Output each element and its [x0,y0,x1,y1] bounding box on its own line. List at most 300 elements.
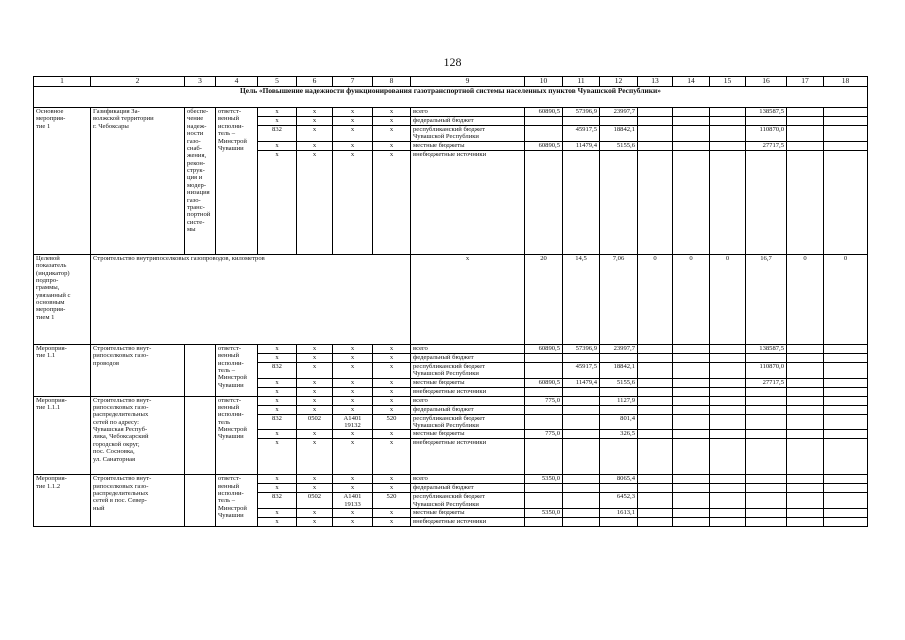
amount-col18 [824,362,868,378]
expense-type-code: х [373,396,411,405]
budget-table [33,76,868,527]
amount-col10 [525,150,563,254]
amount-col17 [787,362,824,378]
expense-type-code: х [373,117,411,126]
section-code: х [297,439,333,475]
funding-source: республиканский бюджет Чувашской Республики [411,493,525,509]
grbs-code: х [258,475,297,484]
funding-source: республиканский бюджет Чувашской Республики [411,414,525,430]
funding-source: внебюджетные источники [411,150,525,254]
amount-col11 [563,509,600,518]
amount-col16 [746,430,787,439]
amount-col10: 5350,0 [525,475,563,484]
amount-col13 [638,484,673,493]
funding-source: внебюджетные источники [411,439,525,475]
section-code: х [297,430,333,439]
target-article-code: А1401 19133 [333,493,373,509]
financing-row [34,108,868,117]
amount-col18 [824,387,868,396]
amount-col15 [710,362,746,378]
target-article-code: х [333,150,373,254]
amount-col12: 23997,7 [600,344,638,353]
event-description: Строительство внут- рипоселковых газо- распределительных сетей в пос. Север- ный [91,475,185,527]
amount-col17 [787,117,824,126]
amount-col18 [824,493,868,509]
section-code: х [297,387,333,396]
amount-col11: 57396,9 [563,344,600,353]
funding-source: федеральный бюджет [411,484,525,493]
amount-col12: 18842,1 [600,362,638,378]
amount-col10 [525,405,563,414]
target-article-code: х [333,353,373,362]
amount-col17 [787,430,824,439]
amount-col12: 1127,9 [600,396,638,405]
amount-col18 [824,141,868,150]
amount-col12: 326,5 [600,430,638,439]
event-goal-task [185,344,216,396]
event-goal-task [185,396,216,475]
expense-type-code: х [373,141,411,150]
amount-col11 [563,493,600,509]
funding-source: всего [411,396,525,405]
amount-col16: 27717,5 [746,378,787,387]
funding-source: республиканский бюджет Чувашской Республики [411,126,525,142]
amount-col14 [673,405,710,414]
funding-source: внебюджетные источники [411,518,525,527]
event-label: Мероприя- тие 1.1 [34,344,91,396]
amount-col11 [563,396,600,405]
section-code: х [297,141,333,150]
amount-col15 [710,405,746,414]
amount-col11 [563,405,600,414]
section-code: х [297,362,333,378]
section-code: х [297,518,333,527]
event-goal-task: обеспе- чение надеж- ности газо- снаб- жения, рекон- струк- ция и модер- низация газо- транс- портной систе- мы [185,108,216,255]
amount-col16 [746,493,787,509]
amount-col13 [638,117,673,126]
expense-type-code: х [373,484,411,493]
amount-col16: 138587,5 [746,108,787,117]
target-article-code: х [333,141,373,150]
amount-col17 [787,405,824,414]
section-code: х [297,509,333,518]
amount-col16 [746,387,787,396]
amount-col16 [746,396,787,405]
column-number-row [34,77,868,87]
funding-source: местные бюджеты [411,141,525,150]
indicator-description: Строительство внутрипоселковых газопроводов, километров [91,254,411,344]
funding-source: местные бюджеты [411,378,525,387]
amount-col13 [638,387,673,396]
target-article-code: х [333,378,373,387]
funding-source: республиканский бюджет Чувашской Республики [411,362,525,378]
expense-type-code: х [373,150,411,254]
grbs-code: 832 [258,493,297,509]
amount-col11 [563,430,600,439]
event-label: Основное мероприя- тие 1 [34,108,91,255]
amount-col12: 23997,7 [600,108,638,117]
amount-col16 [746,509,787,518]
amount-col11: 11479,4 [563,378,600,387]
column-number: 9 [411,77,525,87]
amount-col15 [710,344,746,353]
amount-col14 [673,414,710,430]
amount-col16: 27717,5 [746,141,787,150]
amount-col10: 60890,5 [525,108,563,117]
goal-title: Цель «Повышение надежности функционирования газотранспортной системы населенных пунктов Чувашской Республики» [34,87,868,108]
amount-col12: 801,4 [600,414,638,430]
indicator-value: 14,5 [563,254,600,344]
amount-col12: 8065,4 [600,475,638,484]
financing-row [34,475,868,484]
grbs-code: 832 [258,362,297,378]
section-code: х [297,396,333,405]
amount-col13 [638,362,673,378]
amount-col14 [673,117,710,126]
financing-row [34,396,868,405]
target-article-code: х [333,396,373,405]
amount-col11 [563,353,600,362]
grbs-code: 832 [258,414,297,430]
expense-type-code: х [373,518,411,527]
column-number: 10 [525,77,563,87]
section-code: х [297,344,333,353]
column-number: 15 [710,77,746,87]
section-code: 0502 [297,493,333,509]
amount-col11 [563,414,600,430]
amount-col10 [525,117,563,126]
indicator-value: 20 [525,254,563,344]
column-number: 1 [34,77,91,87]
amount-col15 [710,484,746,493]
amount-col11: 11479,4 [563,141,600,150]
column-number: 5 [258,77,297,87]
amount-col14 [673,362,710,378]
event-description: Строительство внут- рипоселковых газо- проводов [91,344,185,396]
amount-col14 [673,378,710,387]
target-article-code: х [333,475,373,484]
target-article-code: А1401 19132 [333,414,373,430]
amount-col11 [563,484,600,493]
amount-col11: 45917,5 [563,126,600,142]
column-number: 2 [91,77,185,87]
event-executor: ответст- венный исполни- тель – Минстрой Чувашии [216,475,258,527]
amount-col10 [525,362,563,378]
amount-col15 [710,117,746,126]
amount-col13 [638,414,673,430]
funding-source: всего [411,344,525,353]
funding-source: местные бюджеты [411,430,525,439]
expense-type-code: х [373,108,411,117]
amount-col12: 5155,6 [600,141,638,150]
grbs-code: х [258,141,297,150]
indicator-value: 0 [638,254,673,344]
amount-col17 [787,414,824,430]
target-article-code: х [333,387,373,396]
amount-col14 [673,353,710,362]
column-number: 14 [673,77,710,87]
expense-type-code: х [373,405,411,414]
amount-col17 [787,150,824,254]
goal-row [34,87,868,108]
amount-col18 [824,396,868,405]
amount-col15 [710,387,746,396]
amount-col12 [600,353,638,362]
amount-col13 [638,518,673,527]
amount-col17 [787,493,824,509]
table-body [34,77,868,527]
indicator-value: 16,7 [746,254,787,344]
amount-col15 [710,141,746,150]
amount-col12 [600,387,638,396]
amount-col12: 18842,1 [600,126,638,142]
section-code: х [297,150,333,254]
amount-col15 [710,126,746,142]
amount-col10: 60890,5 [525,141,563,150]
amount-col10: 775,0 [525,430,563,439]
amount-col13 [638,509,673,518]
amount-col13 [638,378,673,387]
amount-col13 [638,141,673,150]
expense-type-code: х [373,344,411,353]
section-code: х [297,378,333,387]
amount-col17 [787,387,824,396]
indicator-value: 0 [787,254,824,344]
amount-col18 [824,126,868,142]
amount-col18 [824,439,868,475]
funding-source: всего [411,108,525,117]
amount-col16 [746,150,787,254]
amount-col13 [638,439,673,475]
amount-col14 [673,150,710,254]
grbs-code: х [258,150,297,254]
column-number: 12 [600,77,638,87]
amount-col17 [787,484,824,493]
amount-col15 [710,430,746,439]
grbs-code: х [258,439,297,475]
amount-col11 [563,518,600,527]
amount-col12: 1613,1 [600,509,638,518]
amount-col14 [673,509,710,518]
amount-col14 [673,484,710,493]
amount-col10 [525,518,563,527]
expense-type-code: 520 [373,414,411,430]
amount-col13 [638,150,673,254]
amount-col15 [710,353,746,362]
amount-col16: 110870,0 [746,126,787,142]
column-number: 4 [216,77,258,87]
event-description: Строительство внут- рипоселковых газо- распределительных сетей по адресу: Чувашская Респуб- лика, Чебоксарский городской округ, пос. Сосновка, ул. Санаторная [91,396,185,475]
amount-col17 [787,475,824,484]
amount-col17 [787,439,824,475]
amount-col15 [710,414,746,430]
amount-col12: 5155,6 [600,378,638,387]
amount-col17 [787,141,824,150]
target-article-code: х [333,108,373,117]
amount-col18 [824,108,868,117]
amount-col10 [525,414,563,430]
expense-type-code: х [373,475,411,484]
amount-col13 [638,493,673,509]
amount-col11 [563,387,600,396]
target-article-code: х [333,518,373,527]
amount-col17 [787,518,824,527]
amount-col10 [525,439,563,475]
amount-col17 [787,378,824,387]
section-code: х [297,126,333,142]
amount-col10: 60890,5 [525,344,563,353]
amount-col10 [525,493,563,509]
amount-col15 [710,439,746,475]
event-executor: ответст- венный исполни- тель – Минстрой Чувашии [216,344,258,396]
target-article-code: х [333,439,373,475]
column-number: 3 [185,77,216,87]
column-number: 16 [746,77,787,87]
amount-col13 [638,430,673,439]
amount-col12 [600,439,638,475]
event-goal-task [185,475,216,527]
amount-col10 [525,126,563,142]
amount-col16 [746,475,787,484]
amount-col16 [746,439,787,475]
amount-col18 [824,484,868,493]
section-code: х [297,353,333,362]
amount-col14 [673,344,710,353]
indicator-value: 7,06 [600,254,638,344]
expense-type-code: х [373,509,411,518]
target-article-code: х [333,430,373,439]
amount-col16 [746,414,787,430]
grbs-code: х [258,387,297,396]
target-article-code: х [333,362,373,378]
amount-col15 [710,475,746,484]
amount-col18 [824,344,868,353]
amount-col15 [710,378,746,387]
amount-col12: 6452,3 [600,493,638,509]
grbs-code: х [258,430,297,439]
amount-col11: 57396,9 [563,108,600,117]
amount-col14 [673,430,710,439]
target-article-code: х [333,117,373,126]
expense-type-code: 520 [373,493,411,509]
amount-col10 [525,484,563,493]
amount-col16 [746,353,787,362]
target-article-code: х [333,405,373,414]
amount-col16 [746,484,787,493]
amount-col15 [710,518,746,527]
amount-col18 [824,117,868,126]
section-code: х [297,475,333,484]
amount-col18 [824,475,868,484]
event-description: Газификация За- волжской территории г. Чебоксары [91,108,185,255]
column-number: 13 [638,77,673,87]
amount-col11 [563,439,600,475]
column-number: 8 [373,77,411,87]
indicator-label: Целевой показатель (индикатор) подпро- граммы, увязанный с основным мероприя- тием 1 [34,254,91,344]
indicator-value: 0 [710,254,746,344]
grbs-code: х [258,518,297,527]
amount-col15 [710,509,746,518]
amount-col15 [710,150,746,254]
column-number: 17 [787,77,824,87]
amount-col16: 138587,5 [746,344,787,353]
amount-col17 [787,126,824,142]
amount-col14 [673,126,710,142]
expense-type-code: х [373,387,411,396]
amount-col18 [824,509,868,518]
amount-col14 [673,518,710,527]
amount-col15 [710,396,746,405]
funding-source: местные бюджеты [411,509,525,518]
expense-type-code: х [373,430,411,439]
grbs-code: х [258,353,297,362]
target-article-code: х [333,344,373,353]
expense-type-code: х [373,378,411,387]
expense-type-code: х [373,362,411,378]
column-number: 6 [297,77,333,87]
grbs-code: х [258,344,297,353]
event-executor: ответст- венный исполни- тель – Минстрой Чувашии [216,108,258,255]
amount-col16 [746,405,787,414]
amount-col15 [710,493,746,509]
indicator-marker: х [411,254,525,344]
amount-col14 [673,439,710,475]
amount-col18 [824,518,868,527]
amount-col10: 60890,5 [525,378,563,387]
amount-col18 [824,150,868,254]
event-label: Мероприя- тие 1.1.2 [34,475,91,527]
amount-col13 [638,353,673,362]
amount-col14 [673,396,710,405]
event-executor: ответст- венный исполни- тель Минстрой Чувашии [216,396,258,475]
target-article-code: х [333,484,373,493]
section-code: х [297,405,333,414]
amount-col10: 775,0 [525,396,563,405]
amount-col11 [563,150,600,254]
amount-col13 [638,475,673,484]
amount-col18 [824,430,868,439]
amount-col14 [673,493,710,509]
amount-col18 [824,405,868,414]
grbs-code: х [258,509,297,518]
funding-source: федеральный бюджет [411,353,525,362]
amount-col18 [824,378,868,387]
amount-col10: 5350,0 [525,509,563,518]
section-code: х [297,108,333,117]
funding-source: внебюджетные источники [411,387,525,396]
section-code: х [297,484,333,493]
financing-row [34,344,868,353]
amount-col18 [824,414,868,430]
section-code: 0502 [297,414,333,430]
target-article-code: х [333,126,373,142]
grbs-code: х [258,378,297,387]
grbs-code: х [258,396,297,405]
amount-col13 [638,405,673,414]
amount-col16 [746,518,787,527]
amount-col13 [638,126,673,142]
amount-col13 [638,344,673,353]
amount-col12 [600,150,638,254]
amount-col10 [525,353,563,362]
funding-source: федеральный бюджет [411,405,525,414]
indicator-value: 0 [673,254,710,344]
grbs-code: х [258,484,297,493]
expense-type-code: х [373,439,411,475]
amount-col13 [638,108,673,117]
column-number: 18 [824,77,868,87]
amount-col10 [525,387,563,396]
